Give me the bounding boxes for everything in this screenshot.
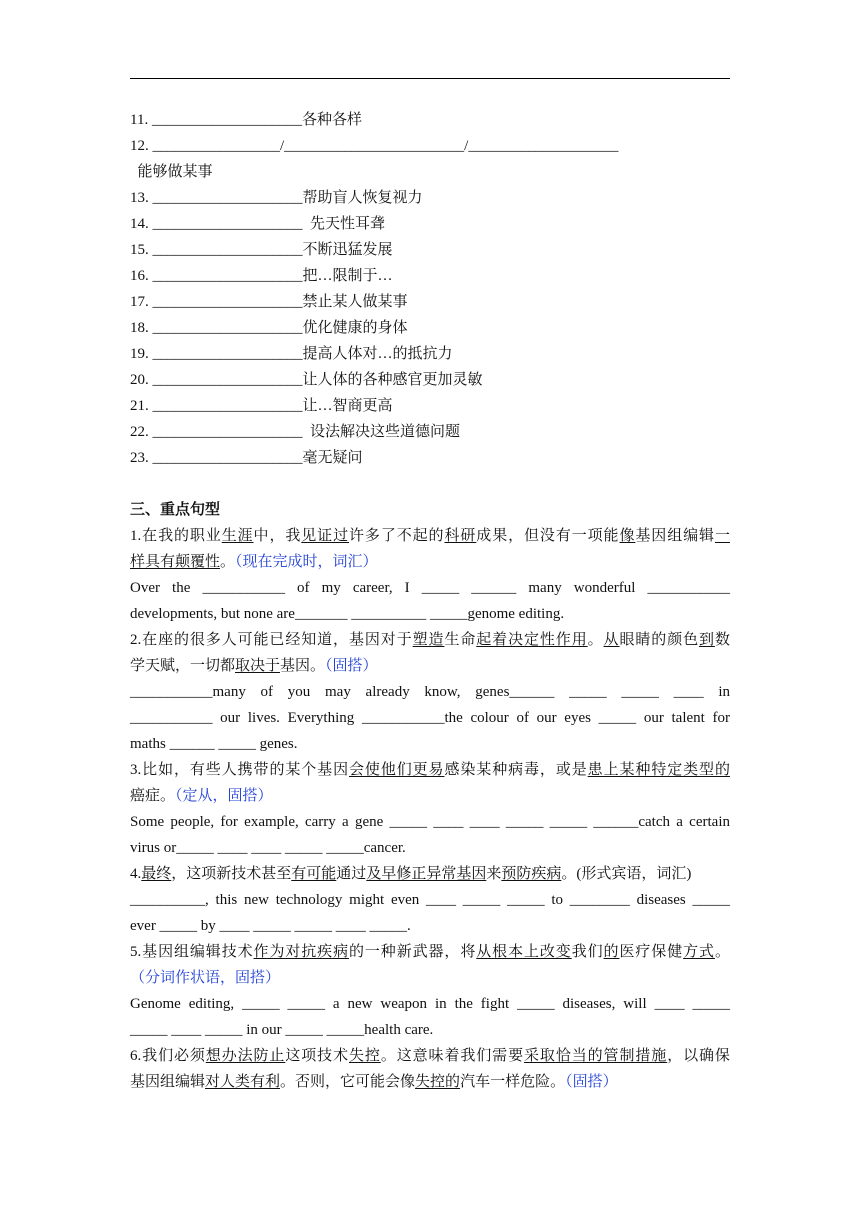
- text-run: 最终: [141, 866, 172, 882]
- q3-en-line1: Some people, for example, carry a gene _____ ____ ____ _____ _____ ______catch a certain: [130, 814, 730, 830]
- text-run: 科研: [444, 528, 477, 544]
- meaning: 让…智商更高: [302, 398, 393, 414]
- q6-zh-line1: [130, 1046, 730, 1066]
- text-run: 成果，但没有一项能: [476, 528, 620, 544]
- vocab-item-14: [130, 214, 730, 234]
- text-run: 。: [587, 632, 604, 648]
- text-run: 。: [714, 944, 730, 960]
- text-run: 许多了不起的: [349, 528, 445, 544]
- vocab-item-18: [130, 318, 730, 338]
- text-run: 学天赋，一切都: [130, 658, 236, 674]
- vocab-item-23: [130, 448, 730, 468]
- text-run: 3.比如，有些人携带的某个基因: [130, 762, 349, 778]
- text-run: 想办法防止: [205, 1048, 286, 1064]
- q3-zh-line1: [130, 760, 730, 780]
- text-run: 起着决定性作用: [476, 632, 588, 648]
- meaning: 让人体的各种感官更加灵敏: [302, 372, 483, 388]
- text-run: 的: [603, 944, 620, 960]
- text-run: 失控的: [415, 1074, 461, 1090]
- q1-en-line1: Over the ___________ of my career, I _____ ______ many wonderful ___________: [130, 580, 730, 596]
- q5-hint: （分词作状语，固搭）: [130, 970, 281, 986]
- q2-zh-line2: [130, 656, 730, 676]
- q2-en-line3: maths ______ _____ genes.: [130, 736, 298, 752]
- text-run: 样具有颠覆性: [130, 554, 221, 570]
- meaning: 不断迅猛发展: [302, 242, 393, 258]
- meaning: 提高人体对…的抵抗力: [302, 346, 453, 362]
- q2-zh-line1: [130, 630, 730, 650]
- text-run: ，以确保: [667, 1048, 730, 1064]
- vocab-item-21: [130, 396, 730, 416]
- q1-en-line2: developments, but none are_______ __________ _____genome editing.: [130, 606, 565, 622]
- text-run: 方式: [683, 944, 715, 960]
- text-run: 到: [699, 632, 715, 648]
- blank: 20. ____________________: [130, 372, 303, 388]
- blank: 18. ____________________: [130, 320, 303, 336]
- text-run: 患上某种特定类型的: [587, 762, 730, 778]
- text-run: 癌症。: [130, 788, 176, 804]
- text-run: ，这项新技术甚至: [171, 866, 292, 882]
- vocab-item-22: [130, 422, 730, 442]
- text-run: 从: [603, 632, 620, 648]
- vocab-item-12: [130, 136, 730, 156]
- meaning: 把…限制于…: [302, 268, 393, 284]
- q6-hint: （固搭）: [565, 1074, 618, 1090]
- text-run: 1.在我的职业: [130, 528, 222, 544]
- meaning: 禁止某人做某事: [302, 294, 408, 310]
- q5-en-line2: _____ ____ _____ in our _____ _____health care.: [130, 1022, 434, 1038]
- meaning: 各种各样: [301, 112, 362, 128]
- q3-zh-line2: [130, 786, 730, 806]
- text-run: 2.在座的很多人可能已经知道，基因对于: [130, 632, 413, 648]
- text-run: 6.我们必须: [130, 1048, 206, 1064]
- blank: 14. ____________________: [130, 216, 303, 232]
- vocab-item-11: [130, 110, 730, 130]
- vocab-item-15: [130, 240, 730, 260]
- text-run: 来: [486, 866, 502, 882]
- q3-en-line2: virus or_____ ____ ____ _____ _____cancer.: [130, 840, 406, 856]
- vocab-item-13: [130, 188, 730, 208]
- text-run: 感染某种病毒，或是: [444, 762, 588, 778]
- vocab-item-16: [130, 266, 730, 286]
- text-run: 4.: [130, 866, 142, 882]
- blank: 21. ____________________: [130, 398, 303, 414]
- q2-en-line2: ___________ our lives. Everything ___________the colour of our eyes _____ our talent for: [130, 710, 730, 726]
- text-run: 通过: [336, 866, 367, 882]
- text-run: 的一种新武器，将: [348, 944, 477, 960]
- q2-hint: （固搭）: [325, 658, 378, 674]
- q2-en-line1: ___________many of you may already know, genes______ _____ _____ ____ in: [130, 684, 730, 700]
- text-run: 基因。: [280, 658, 326, 674]
- header-rule: [130, 78, 730, 79]
- text-run: 对人类有利: [205, 1074, 281, 1090]
- blank: 15. ____________________: [130, 242, 303, 258]
- text-run: 我们: [571, 944, 604, 960]
- text-run: 从根本上改变: [476, 944, 572, 960]
- text-run: 像: [619, 528, 636, 544]
- text-run: 取决于: [235, 658, 281, 674]
- text-run: 医疗保健: [619, 944, 684, 960]
- text-run: 。(形式宾语，词汇): [561, 866, 692, 882]
- q4-en-line2: ever _____ by ____ _____ _____ ____ _____.: [130, 918, 411, 934]
- q1-hint: （现在完成时，词汇）: [235, 554, 378, 570]
- text-run: 这项技术: [285, 1048, 349, 1064]
- vocab-item-19: [130, 344, 730, 364]
- text-run: 有可能: [291, 866, 337, 882]
- text-run: 。否则，它可能会像: [280, 1074, 416, 1090]
- meaning: 先天性耳聋: [302, 216, 386, 232]
- text-run: 生涯: [221, 528, 254, 544]
- q1-zh-line2: [130, 552, 730, 572]
- section-title: 三、重点句型: [130, 502, 221, 518]
- vocab-item-20: [130, 370, 730, 390]
- meaning: 能够做某事: [130, 164, 213, 180]
- text-run: 失控: [348, 1048, 381, 1064]
- meaning: 设法解决这些道德问题: [302, 424, 461, 440]
- text-run: 会使他们更易: [349, 762, 445, 778]
- text-run: 一: [714, 528, 730, 544]
- text-run: 生命: [444, 632, 477, 648]
- meaning: 优化健康的身体: [302, 320, 408, 336]
- vocab-item-12-meaning: [130, 162, 730, 182]
- q5-zh-line1: [130, 942, 730, 962]
- text-run: 眼睛的颜色: [619, 632, 700, 648]
- text-run: 。: [220, 554, 236, 570]
- text-run: 采取恰当的管制措施: [524, 1048, 668, 1064]
- text-run: 数: [714, 632, 730, 648]
- q4-zh-line1: [130, 864, 730, 884]
- blank: 13. ____________________: [130, 190, 303, 206]
- blank: 12. _________________/________________________/____________________: [130, 138, 619, 154]
- blank: 17. ____________________: [130, 294, 303, 310]
- q6-zh-line2: [130, 1072, 730, 1092]
- blank: 16. ____________________: [130, 268, 303, 284]
- q1-zh-line1: [130, 526, 730, 546]
- blank: 22. ____________________: [130, 424, 303, 440]
- text-run: 基因组编辑: [130, 1074, 206, 1090]
- meaning: 帮助盲人恢复视力: [302, 190, 423, 206]
- text-run: 作为对抗疾病: [253, 944, 349, 960]
- blank: 23. ____________________: [130, 450, 303, 466]
- text-run: 塑造: [412, 632, 445, 648]
- text-run: 基因组编辑: [635, 528, 715, 544]
- text-run: 中，我: [253, 528, 302, 544]
- q4-en-line1: __________, this new technology might even ____ _____ _____ to ________ diseases _____: [130, 892, 730, 908]
- text-run: 汽车一样危险。: [460, 1074, 566, 1090]
- text-run: 预防疾病: [501, 866, 562, 882]
- text-run: 见证过: [301, 528, 349, 544]
- blank: 11. ____________________: [130, 112, 302, 128]
- blank: 19. ____________________: [130, 346, 303, 362]
- q5-en-line1: Genome editing, _____ _____ a new weapon in the fight _____ diseases, will ____ _____: [130, 996, 730, 1012]
- q3-hint: （定从，固搭）: [175, 788, 273, 804]
- text-run: 。这意味着我们需要: [380, 1048, 524, 1064]
- text-run: 及早修正异常基因: [366, 866, 487, 882]
- meaning: 毫无疑问: [302, 450, 363, 466]
- vocab-item-17: [130, 292, 730, 312]
- text-run: 5.基因组编辑技术: [130, 944, 254, 960]
